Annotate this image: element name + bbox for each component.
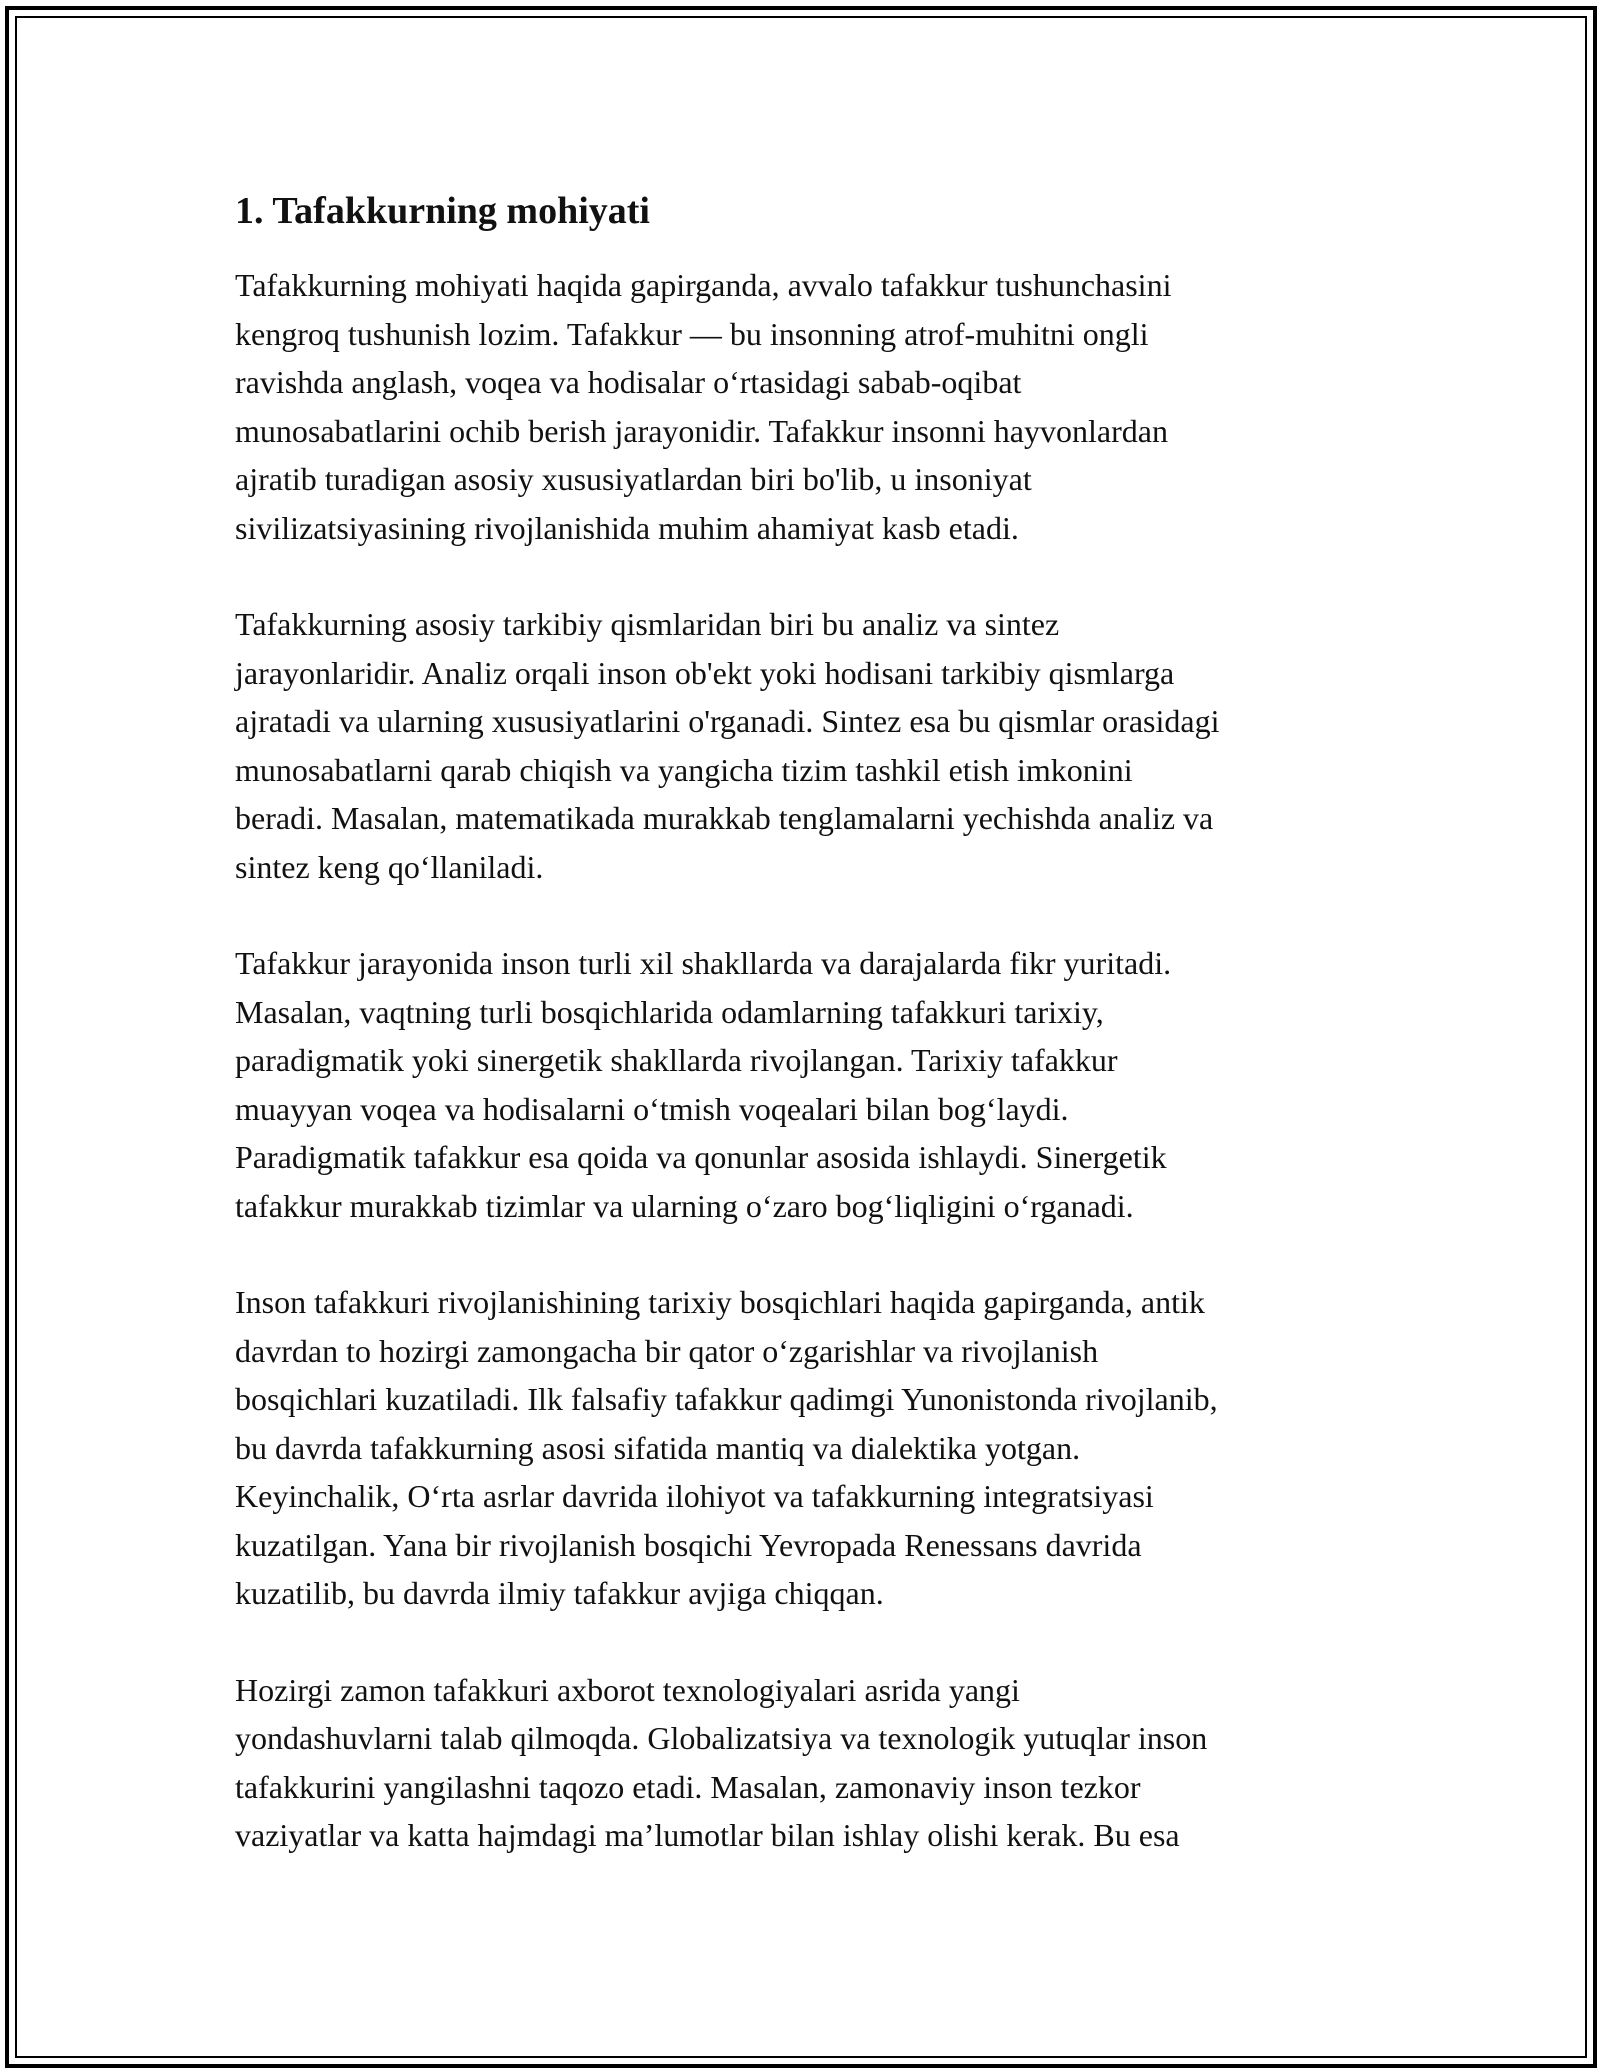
section-title: 1. Tafakkurning mohiyati bbox=[235, 190, 650, 232]
text-line: Tafakkurning asosiy tarkibiy qismlaridan biri bu analiz va sintez bbox=[235, 606, 1060, 642]
text-line: Paradigmatik tafakkur esa qoida va qonunlar asosida ishlaydi. Sinergetik bbox=[235, 1139, 1167, 1175]
text-line: vaziyatlar va katta hajmdagi ma’lumotlar bilan ishlay olishi kerak. Bu esa bbox=[235, 1817, 1180, 1853]
text-line: Tafakkurning mohiyati haqida gapirganda, avvalo tafakkur tushunchasini bbox=[235, 267, 1172, 303]
text-line: munosabatlarni qarab chiqish va yangicha tizim tashkil etish imkonini bbox=[235, 751, 1133, 788]
text-line: kengroq tushunish lozim. Tafakkur — bu insonning atrof-muhitni ongli bbox=[235, 315, 1149, 352]
text-line: muayyan voqea va hodisalarni o‘tmish voqealari bilan bog‘laydi. bbox=[235, 1090, 1069, 1127]
text-line: paradigmatik yoki sinergetik shakllarda rivojlangan. Tarixiy tafakkur bbox=[235, 1042, 1118, 1078]
paragraph-5 bbox=[235, 1666, 1375, 1860]
text-line: Hozirgi zamon tafakkuri axborot texnologiyalari asrida yangi bbox=[235, 1671, 1020, 1708]
text-line: munosabatlarini ochib berish jarayonidir. Tafakkur insonni hayvonlardan bbox=[235, 412, 1168, 449]
text-line: kuzatilib, bu davrda ilmiy tafakkur avjiga chiqqan. bbox=[235, 1575, 884, 1611]
paragraph-2 bbox=[235, 600, 1375, 891]
text-line: Inson tafakkuri rivojlanishining tarixiy bosqichlari haqida gapirganda, antik bbox=[235, 1284, 1205, 1320]
paragraph-4 bbox=[235, 1278, 1375, 1618]
text-line: tafakkur murakkab tizimlar va ularning o‘zaro bog‘liqligini o‘rganadi. bbox=[235, 1187, 1134, 1224]
text-line: bosqichlari kuzatiladi. Ilk falsafiy tafakkur qadimgi Yunonistonda rivojlanib, bbox=[235, 1381, 1218, 1417]
text-line: davrdan to hozirgi zamongacha bir qator o‘zgarishlar va rivojlanish bbox=[235, 1332, 1099, 1369]
text-line: jarayonlaridir. Analiz orqali inson ob'ekt yoki hodisani tarkibiy qismlarga bbox=[235, 654, 1175, 691]
text-line: yondashuvlarni talab qilmoqda. Globalizatsiya va texnologik yutuqlar inson bbox=[235, 1720, 1208, 1756]
paragraph-1 bbox=[235, 261, 1375, 552]
text-line: beradi. Masalan, matematikada murakkab tenglamalarni yechishda analiz va bbox=[235, 800, 1214, 836]
text-line: kuzatilgan. Yana bir rivojlanish bosqichi Yevropada Renessans davrida bbox=[235, 1526, 1142, 1563]
text-line: ajratib turadigan asosiy xususiyatlardan biri bo'lib, u insoniyat bbox=[235, 461, 1032, 497]
text-line: Masalan, vaqtning turli bosqichlarida odamlarning tafakkuri tarixiy, bbox=[235, 993, 1104, 1030]
text-line: sintez keng qo‘llaniladi. bbox=[235, 848, 544, 885]
paragraph-3 bbox=[235, 939, 1375, 1230]
text-line: ravishda anglash, voqea va hodisalar o‘rtasidagi sabab-oqibat bbox=[235, 364, 1022, 400]
text-line: tafakkurini yangilashni taqozo etadi. Masalan, zamonaviy inson tezkor bbox=[235, 1768, 1141, 1805]
text-line: ajratadi va ularning xususiyatlarini o'rganadi. Sintez esa bu qismlar orasidagi bbox=[235, 703, 1220, 739]
text-line: bu davrda tafakkurning asosi sifatida mantiq va dialektika yotgan. bbox=[235, 1429, 1081, 1466]
text-line: Keyinchalik, O‘rta asrlar davrida ilohiyot va tafakkurning integratsiyasi bbox=[235, 1478, 1154, 1514]
text-line: Tafakkur jarayonida inson turli xil shakllarda va darajalarda fikr yuritadi. bbox=[235, 945, 1172, 981]
document-body bbox=[235, 183, 1375, 1908]
text-line: sivilizatsiyasining rivojlanishida muhim ahamiyat kasb etadi. bbox=[235, 509, 1019, 546]
